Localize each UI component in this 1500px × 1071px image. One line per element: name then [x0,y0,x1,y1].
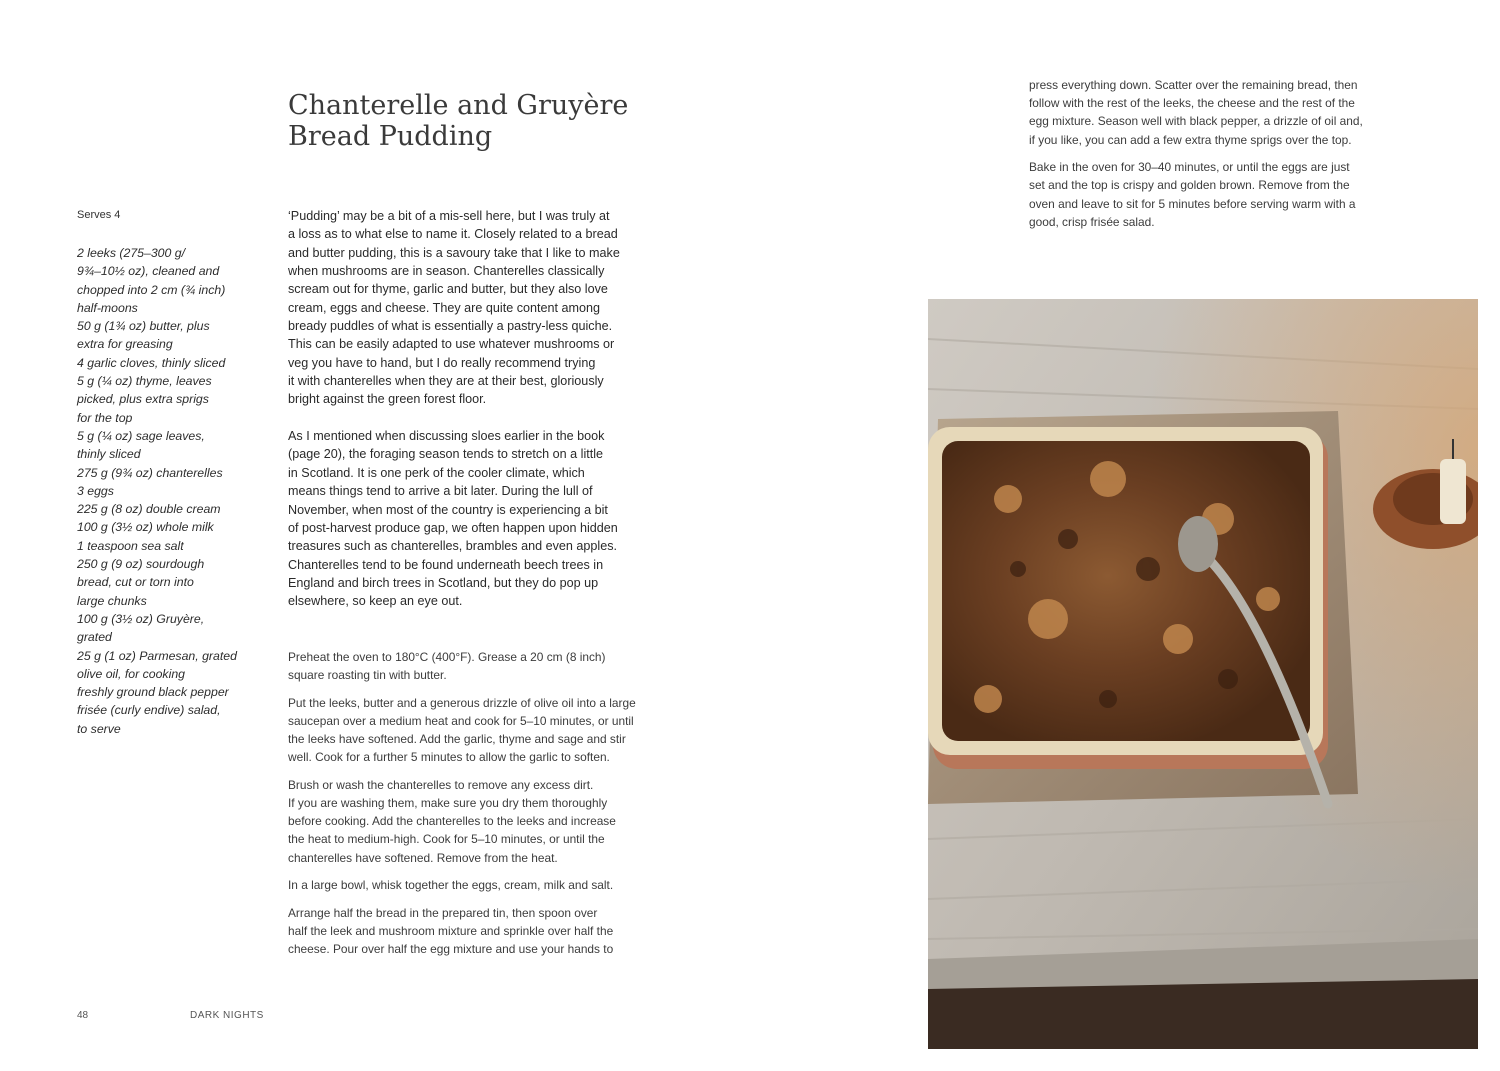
ingredient-item [77,244,267,317]
text-line: This can be easily adapted to use whatever mushrooms or [288,337,615,352]
bread-pudding-photo [928,299,1478,1049]
ingredient-line: grated [77,630,112,645]
ingredient-line: 4 garlic cloves, thinly sliced [77,355,226,370]
text-line: England and birch trees in Scotland, but they do pop up [288,575,599,590]
text-line: egg mixture. Season well with black pepper, a drizzle of oil and, [1029,114,1363,129]
ingredient-item [77,683,267,701]
intro-paragraph [288,207,688,409]
ingredient-line: 100 g (3½ oz) Gruyère, [77,611,205,626]
intro-paragraph [288,427,688,610]
text-line: Bake in the oven for 30–40 minutes, or until the eggs are just [1029,160,1350,175]
ingredient-line: for the top [77,410,133,425]
text-line: In a large bowl, whisk together the eggs, cream, milk and salt. [288,878,614,893]
text-line: set and the top is crispy and golden brown. Remove from the [1029,178,1350,193]
text-line: good, crisp frisée salad. [1029,214,1155,229]
text-line: press everything down. Scatter over the remaining bread, then [1029,78,1358,92]
text-line: cream, eggs and cheese. They are quite content among [288,300,601,315]
recipe-title-line2: Bread Pudding [288,121,493,153]
method-paragraph [1029,76,1429,149]
text-line: Brush or wash the chanterelles to remove any excess dirt. [288,777,594,792]
text-line: November, when most of the country is experiencing a bit [288,502,608,517]
text-line: follow with the rest of the leeks, the cheese and the rest of the [1029,96,1355,111]
ingredient-line: frisée (curly endive) salad, [77,703,221,718]
serves-label: Serves 4 [77,209,121,221]
text-line: If you are washing them, make sure you dry them thoroughly [288,796,608,811]
ingredient-item [77,665,267,683]
ingredient-line: 5 g (¼ oz) sage leaves, [77,428,205,443]
ingredient-item [77,354,267,372]
text-line: if you like, you can add a few extra thyme sprigs over the top. [1029,132,1352,147]
ingredient-item [77,701,267,738]
text-line: saucepan over a medium heat and cook for 5–10 minutes, or until [288,713,634,728]
text-line: oven and leave to sit for 5 minutes before serving warm with a [1029,196,1356,211]
method-steps-continued [1029,76,1429,240]
ingredient-line: large chunks [77,593,147,608]
text-line: the heat to medium-high. Cook for 5–10 minutes, or until the [288,832,605,847]
method-steps [288,648,688,968]
section-name: DARK NIGHTS [190,1010,264,1021]
text-line: it with chanterelles when they are at their best, gloriously [288,374,604,389]
ingredient-line: to serve [77,721,121,736]
text-line: Put the leeks, butter and a generous drizzle of olive oil into a large [288,695,636,710]
text-line: elsewhere, so keep an eye out. [288,594,463,609]
page-number: 48 [77,1010,89,1021]
method-paragraph [288,904,688,959]
text-line: in Scotland. It is one perk of the cooler climate, which [288,465,585,480]
text-line: and butter pudding, this is a savoury take that I like to make [288,245,620,260]
ingredient-item [77,464,267,482]
text-line: half the leek and mushroom mixture and sprinkle over half the [288,923,614,938]
text-line: before cooking. Add the chanterelles to the leeks and increase [288,814,616,829]
method-paragraph [288,776,688,867]
recipe-title-line1: Chanterelle and Gruyère [288,90,629,122]
ingredient-line: 250 g (9 oz) sourdough [77,557,205,572]
method-paragraph [288,648,688,684]
ingredient-line: thinly sliced [77,447,141,462]
ingredient-item [77,500,267,518]
text-line: scream out for thyme, garlic and butter, but they also love [288,282,608,297]
method-paragraph [1029,158,1429,231]
text-line: As I mentioned when discussing sloes earlier in the book [288,429,605,444]
ingredient-line: half-moons [77,300,138,315]
ingredient-line: bread, cut or torn into [77,575,194,590]
recipe-title [288,90,708,152]
ingredient-line: 5 g (¼ oz) thyme, leaves [77,374,212,389]
text-line: (page 20), the foraging season tends to stretch on a little [288,447,604,462]
ingredient-item [77,610,267,647]
ingredient-line: 25 g (1 oz) Parmesan, grated [77,648,237,663]
ingredient-line: 225 g (8 oz) double cream [77,502,221,517]
ingredient-item [77,427,267,464]
ingredient-item [77,537,267,555]
ingredient-item [77,518,267,536]
method-paragraph [288,694,688,767]
ingredient-line: 2 leeks (275–300 g/ [77,246,186,260]
text-line: bready puddles of what is essentially a pastry-less quiche. [288,319,613,334]
ingredient-line: 100 g (3½ oz) whole milk [77,520,214,535]
text-line: treasures such as chanterelles, brambles and even apples. [288,539,618,554]
ingredient-line: chopped into 2 cm (¾ inch) [77,282,226,297]
text-line: of post-harvest produce gap, we often happen upon hidden [288,520,618,535]
text-line: when mushrooms are in season. Chanterelles classically [288,264,605,279]
ingredient-item [77,317,267,354]
ingredient-line: extra for greasing [77,337,173,352]
text-line: Arrange half the bread in the prepared tin, then spoon over [288,905,598,920]
intro-text [288,207,688,629]
ingredient-line: 275 g (9¾ oz) chanterelles [77,465,223,480]
text-line: chanterelles have softened. Remove from the heat. [288,850,558,865]
ingredient-item [77,555,267,610]
text-line: cheese. Pour over half the egg mixture and use your hands to [288,942,614,957]
method-paragraph [288,876,688,894]
text-line: square roasting tin with butter. [288,668,447,683]
ingredient-line: freshly ground black pepper [77,685,229,700]
text-line: the leeks have softened. Add the garlic, thyme and sage and stir [288,732,626,747]
ingredient-line: 1 teaspoon sea salt [77,538,184,553]
text-line: Preheat the oven to 180°C (400°F). Grease a 20 cm (8 inch) [288,650,606,664]
ingredient-line: 9¾–10½ oz), cleaned and [77,264,220,279]
text-line: well. Cook for a further 5 minutes to allow the garlic to soften. [288,750,610,765]
ingredient-line: 3 eggs [77,483,114,498]
ingredient-item [77,647,267,665]
text-line: a loss as to what else to name it. Closely related to a bread [288,227,618,242]
ingredient-list [77,244,267,738]
text-line: ‘Pudding’ may be a bit of a mis-sell here, but I was truly at [288,209,610,223]
ingredient-line: olive oil, for cooking [77,666,185,681]
ingredient-line: picked, plus extra sprigs [77,392,209,407]
ingredient-line: 50 g (1¾ oz) butter, plus [77,319,210,334]
ingredient-item [77,372,267,427]
text-line: means things tend to arrive a bit later. During the lull of [288,484,593,499]
text-line: bright against the green forest floor. [288,392,487,407]
text-line: Chanterelles tend to be found underneath beech trees in [288,557,604,572]
text-line: veg you have to hand, but I do really recommend trying [288,355,596,370]
ingredient-item [77,482,267,500]
